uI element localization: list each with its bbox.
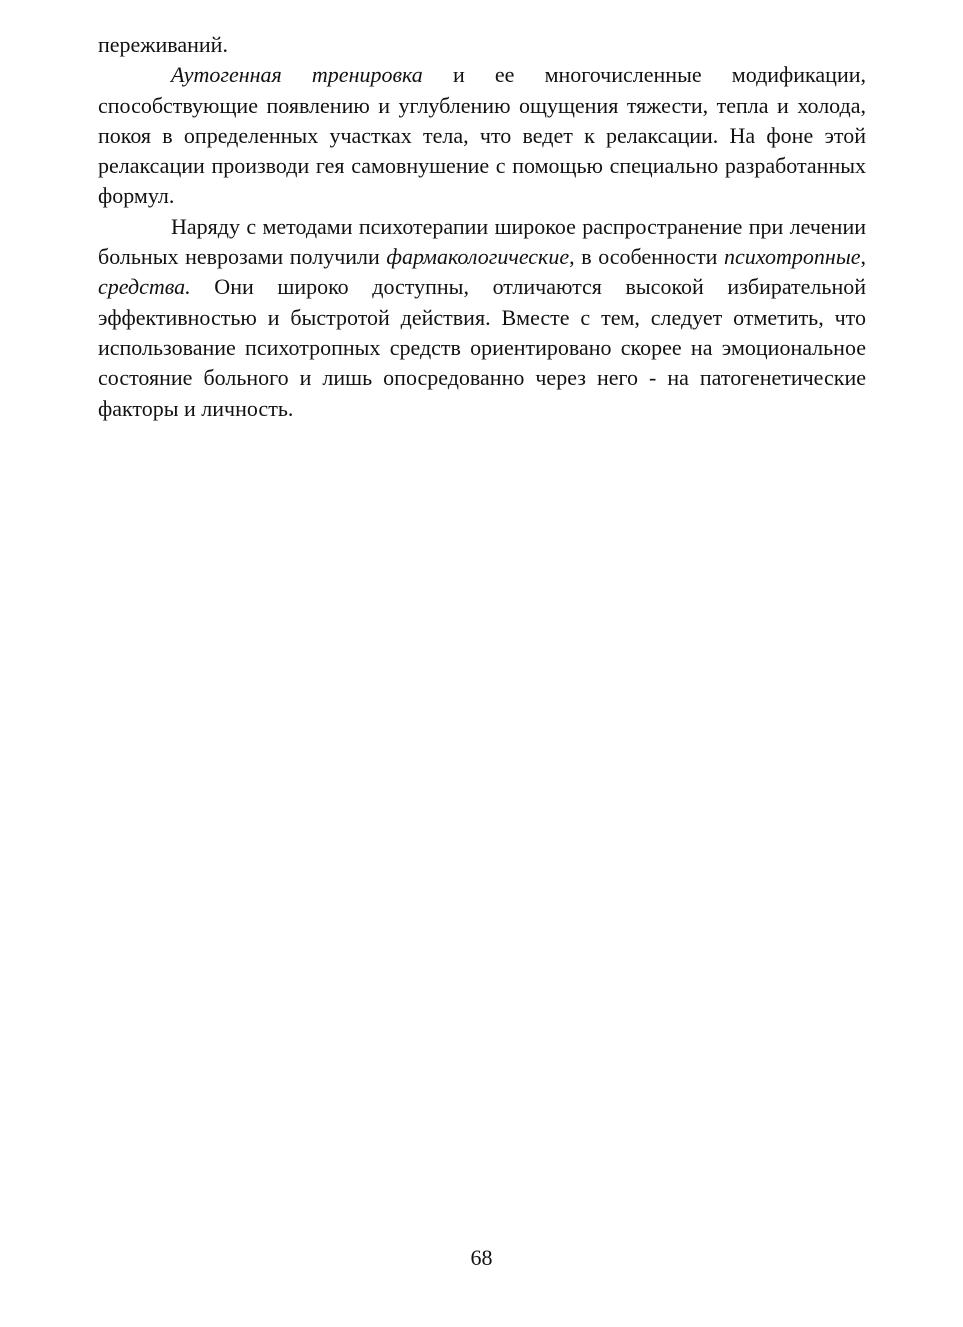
term-psychotropic: психотропные	[724, 244, 861, 270]
paragraph-text: переживаний.	[98, 32, 228, 57]
term-means: средства.	[98, 274, 191, 300]
paragraph-text: и ее многочисленные модификации, способствующие появлению и углублению ощущения тяжести, тепла и холода, покоя в определенных участках тела, что ведет к релаксации. На фоне этой релаксации производи гея самовнушение с помощью специально разработанных формул.	[98, 62, 867, 209]
paragraph-autogenic-training	[98, 60, 866, 211]
paragraph-text: ,	[860, 244, 866, 270]
term-pharmacological: фармакологические	[386, 244, 570, 270]
term-autogenic-training: Аутогенная тренировка	[171, 62, 423, 88]
paragraph-continuation	[98, 30, 866, 60]
page-body	[98, 30, 866, 424]
page-number: 68	[470, 1245, 493, 1270]
paragraph-text: Наряду с методами психотерапии широкое распространение при лечении больных неврозами получили	[98, 213, 866, 270]
paragraph-text: Они широко доступны, отличаются высокой избирательной эффективностью и быстротой действия. Вместе с тем, следует отметить, что использование психотропных средств ориентировано скорее на эмоциональное состояние больного и лишь опосредованно через него - на патогенетические факторы и личность.	[98, 274, 866, 421]
paragraph-text: , в особенности	[569, 244, 725, 270]
paragraph-pharmacological	[98, 212, 866, 424]
